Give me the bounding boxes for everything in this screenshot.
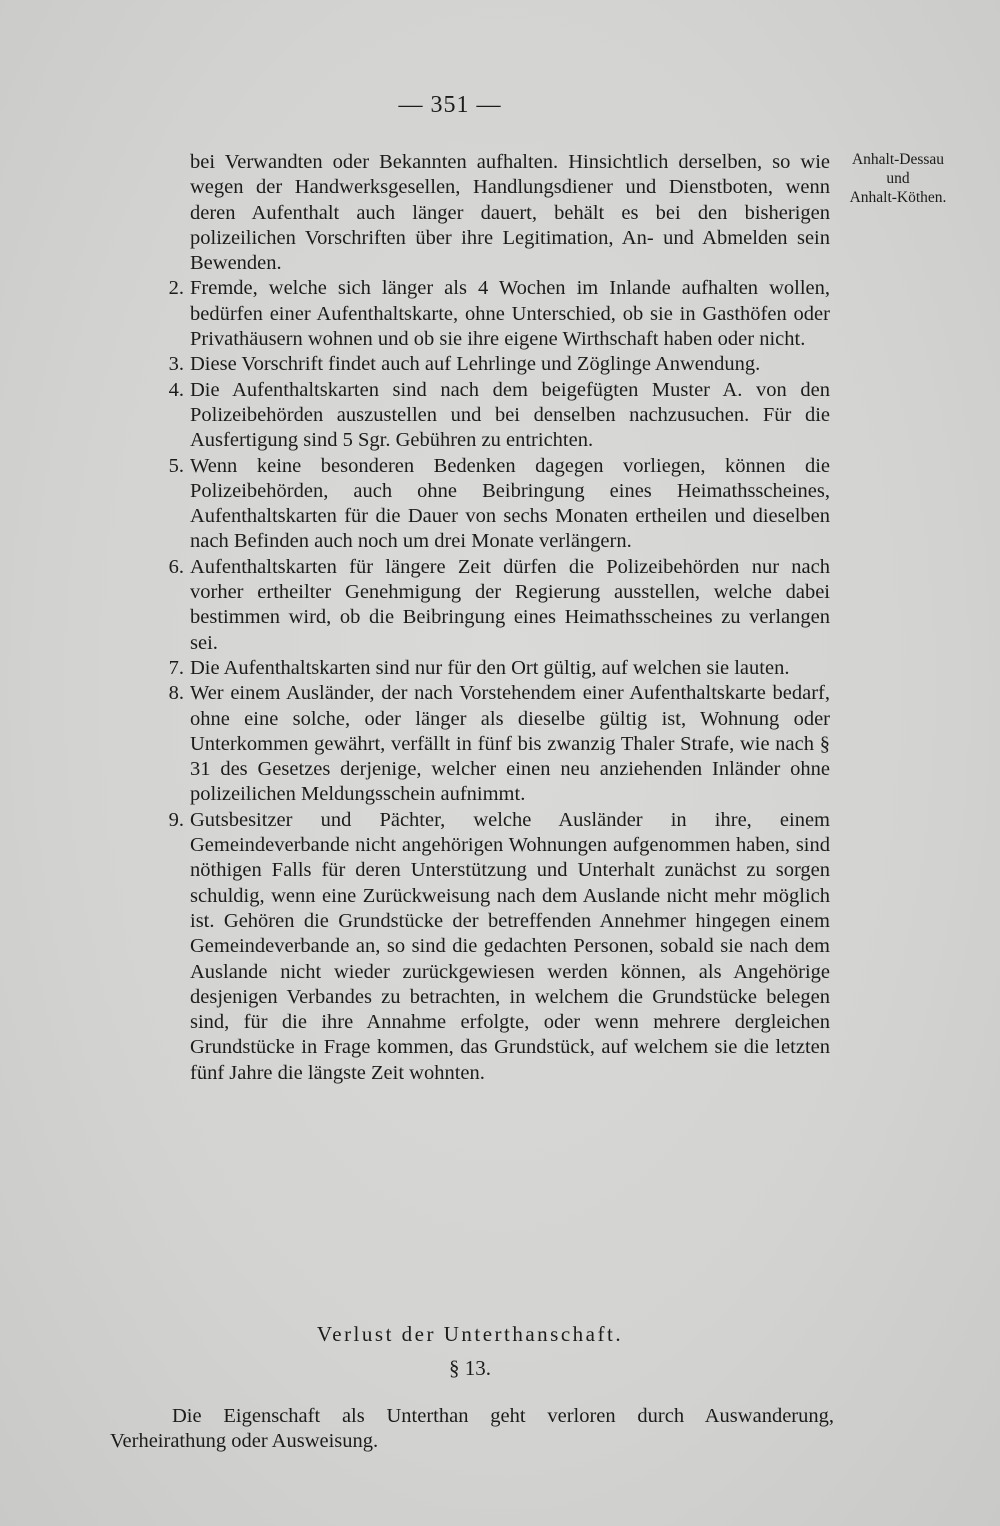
item-text: Wer einem Ausländer, der nach Vorstehendem einer Aufenthaltskarte bedarf, ohne eine solche, oder länger als dieselbe gültig ist, Wohnung oder Unterkommen gewährt, verfällt in fünf bis zwanzig Thaler Strafe, wie nach § 31 des Gesetzes derjenige, welcher einen neu anziehenden Inländer ohne polizeilichen Meldungsschein aufnimmt. bbox=[190, 682, 830, 806]
list-item bbox=[168, 656, 830, 681]
item-text: Fremde, welche sich länger als 4 Wochen im Inlande aufhalten wollen, bedürfen einer Aufenthaltskarte, ohne Unterschied, ob sie in Gasthöfen oder Privathäusern wohnen und ob sie ihre eigene Wirthschaft haben oder nicht. bbox=[190, 277, 830, 351]
item-text: Die Aufenthaltskarten sind nur für den Ort gültig, auf welchen sie lauten. bbox=[190, 656, 790, 679]
list-item bbox=[168, 378, 830, 454]
item-number: 7. bbox=[168, 656, 184, 679]
section-number: § 13. bbox=[449, 1356, 491, 1380]
page-number: — 351 — bbox=[398, 92, 502, 118]
item-number: 9. bbox=[168, 808, 184, 831]
intro-paragraph: bei Verwandten oder Bekannten aufhalten. Hinsichtlich derselben, so wie wegen der Handwerksgesellen, Handlungsdiener und Dienstboten, wenn deren Aufenthalt auch länger dauert, behält es bei den bisherigen polizeilichen Vorschriften über ihre Legitimation, An- und Abmelden sein Bewenden. bbox=[190, 151, 830, 275]
final-paragraph: Die Eigenschaft als Unterthan geht verloren durch Auswanderung, Verheirathung oder Ausweisung. bbox=[110, 1404, 834, 1452]
list-item bbox=[168, 808, 830, 1086]
item-number: 6. bbox=[168, 555, 184, 578]
item-text: Wenn keine besonderen Bedenken dagegen vorliegen, können die Polizeibehörden, auch ohne Beibringung eines Heimathsscheines, Aufenthaltskarten für die Dauer von sechs Monaten ertheilen und dieselben nach Befinden auch noch um drei Monate verlängern. bbox=[190, 454, 830, 553]
margin-note bbox=[828, 150, 968, 207]
body-text bbox=[168, 150, 830, 1086]
section-heading: Verlust der Unterthanschaft. bbox=[316, 1322, 624, 1346]
item-text: Diese Vorschrift findet auch auf Lehrlinge und Zöglinge Anwendung. bbox=[190, 353, 761, 376]
item-text: Die Aufenthaltskarten sind nach dem beigefügten Muster A. von den Polizeibehörden auszustellen und bei denselben nachzusuchen. Für die Ausfertigung sind 5 Sgr. Gebühren zu entrichten. bbox=[190, 378, 830, 452]
list-item bbox=[168, 276, 830, 352]
margin-note-line-2: und bbox=[886, 170, 910, 187]
item-number: 8. bbox=[168, 682, 184, 705]
list-item bbox=[168, 555, 830, 656]
item-number: 5. bbox=[168, 454, 184, 477]
item-text: Gutsbesitzer und Pächter, welche Ausländer in ihre, einem Gemeindeverbande nicht angehörigen Wohnungen aufgenommen haben, sind nöthigen Falls für deren Unterstützung und Unterhalt zunächst zu sorgen schuldig, wenn eine Zurückweisung nach dem Auslande nicht mehr möglich ist. Gehören die Grundstücke der betreffenden Annehmer hingegen einem Gemeindeverbande an, so sind die gedachten Personen, sobald sie nach dem Auslande nicht wieder zurückgewiesen werden können, als Angehörige desjenigen Verbandes zu betrachten, in welchem die Grundstücke belegen sind, für die ihre Annahme erfolgte, oder wenn mehrere dergleichen Grundstücke in Frage kommen, das Grundstück, auf welchem sie die letzten fünf Jahre die längste Zeit wohnten. bbox=[190, 808, 830, 1084]
margin-note-line-1: Anhalt-Dessau bbox=[851, 151, 945, 168]
margin-note-line-3: Anhalt-Köthen. bbox=[849, 189, 947, 206]
item-number: 4. bbox=[168, 378, 184, 401]
item-text: Aufenthaltskarten für längere Zeit dürfen die Polizeibehörden nur nach vorher ertheilter Genehmigung der Regierung ausstellen, welche dabei bestimmen wird, ob die Beibringung eines Heimathsscheines zu verlangen sei. bbox=[190, 555, 830, 654]
item-number: 2. bbox=[168, 277, 184, 300]
list-item bbox=[168, 681, 830, 807]
item-number: 3. bbox=[168, 353, 184, 376]
list-item bbox=[168, 454, 830, 555]
list-item bbox=[168, 352, 830, 377]
